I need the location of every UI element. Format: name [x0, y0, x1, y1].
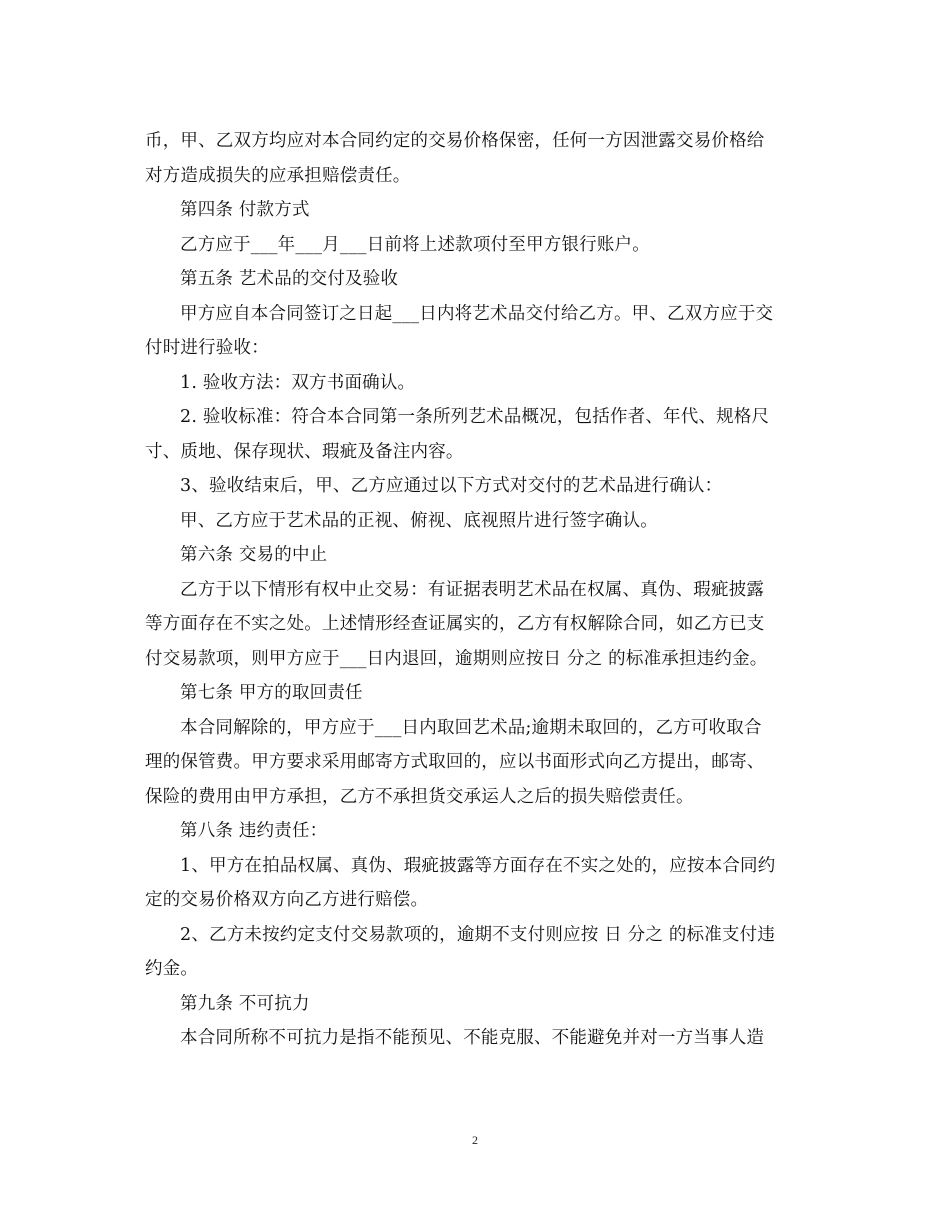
article-heading: 第七条 甲方的取回责任 — [180, 683, 363, 703]
text-line: 理的保管费。甲方要求采用邮寄方式取回的，应以书面形式向乙方提出，邮寄、 — [145, 752, 765, 772]
list-item: 3、验收结束后，甲、乙方应通过以下方式对交付的艺术品进行确认： — [180, 476, 723, 496]
text-line: 本合同所称不可抗力是指不能预见、不能克服、不能避免并对一方当事人造 — [180, 1028, 765, 1048]
article-heading: 第六条 交易的中止 — [180, 545, 328, 565]
article-heading: 第八条 违约责任： — [180, 821, 328, 841]
text-line: 等方面存在不实之处。上述情形经查证属实的，乙方有权解除合同，如乙方已支 — [145, 614, 765, 634]
text-line: 币，甲、乙双方均应对本合同约定的交易价格保密，任何一方因泄露交易价格给 — [145, 131, 765, 151]
list-item: 1. 验收方法：双方书面确认。 — [180, 372, 416, 393]
text-line: 甲方应自本合同签订之日起___日内将艺术品交付给乙方。甲、乙双方应于交 — [180, 303, 774, 324]
text-line: 付时进行验收： — [145, 338, 269, 358]
text-line: 乙方应于___年___月___日前将上述款项付至甲方银行账户。 — [180, 234, 650, 255]
text-line: 定的交易价格双方向乙方进行赔偿。 — [145, 890, 429, 910]
text-line: 约金。 — [145, 959, 199, 979]
list-item: 2、乙方未按约定支付交易款项的，逾期不支付则应按 日 分之 的标准支付违 — [180, 924, 776, 945]
text-line: 本合同解除的，甲方应于___日内取回艺术品;逾期未取回的，乙方可收取合 — [180, 717, 762, 738]
text-line: 甲、乙方应于艺术品的正视、俯视、底视照片进行签字确认。 — [180, 510, 658, 531]
list-item: 1、甲方在拍品权属、真伪、瑕疵披露等方面存在不实之处的，应按本合同约 — [180, 855, 776, 876]
text-line: 对方造成损失的应承担赔偿责任。 — [145, 165, 411, 186]
list-item: 2. 验收标准：符合本合同第一条所列艺术品概况，包括作者、年代、规格尺 — [180, 407, 770, 427]
text-line: 乙方于以下情形有权中止交易：有证据表明艺术品在权属、真伪、瑕疵披露 — [180, 579, 765, 600]
document-body — [145, 124, 807, 1056]
article-heading: 第四条 付款方式 — [180, 200, 310, 220]
article-heading: 第五条 艺术品的交付及验收 — [180, 269, 399, 289]
text-line: 付交易款项，则甲方应于___日内退回，逾期则应按日 分之 的标准承担违约金。 — [145, 648, 768, 669]
text-line: 寸、质地、保存现状、瑕疵及备注内容。 — [145, 441, 464, 462]
article-heading: 第九条 不可抗力 — [180, 993, 310, 1014]
page-number: 2 — [472, 1133, 478, 1147]
text-line: 保险的费用由甲方承担，乙方不承担货交承运人之后的损失赔偿责任。 — [145, 786, 694, 807]
